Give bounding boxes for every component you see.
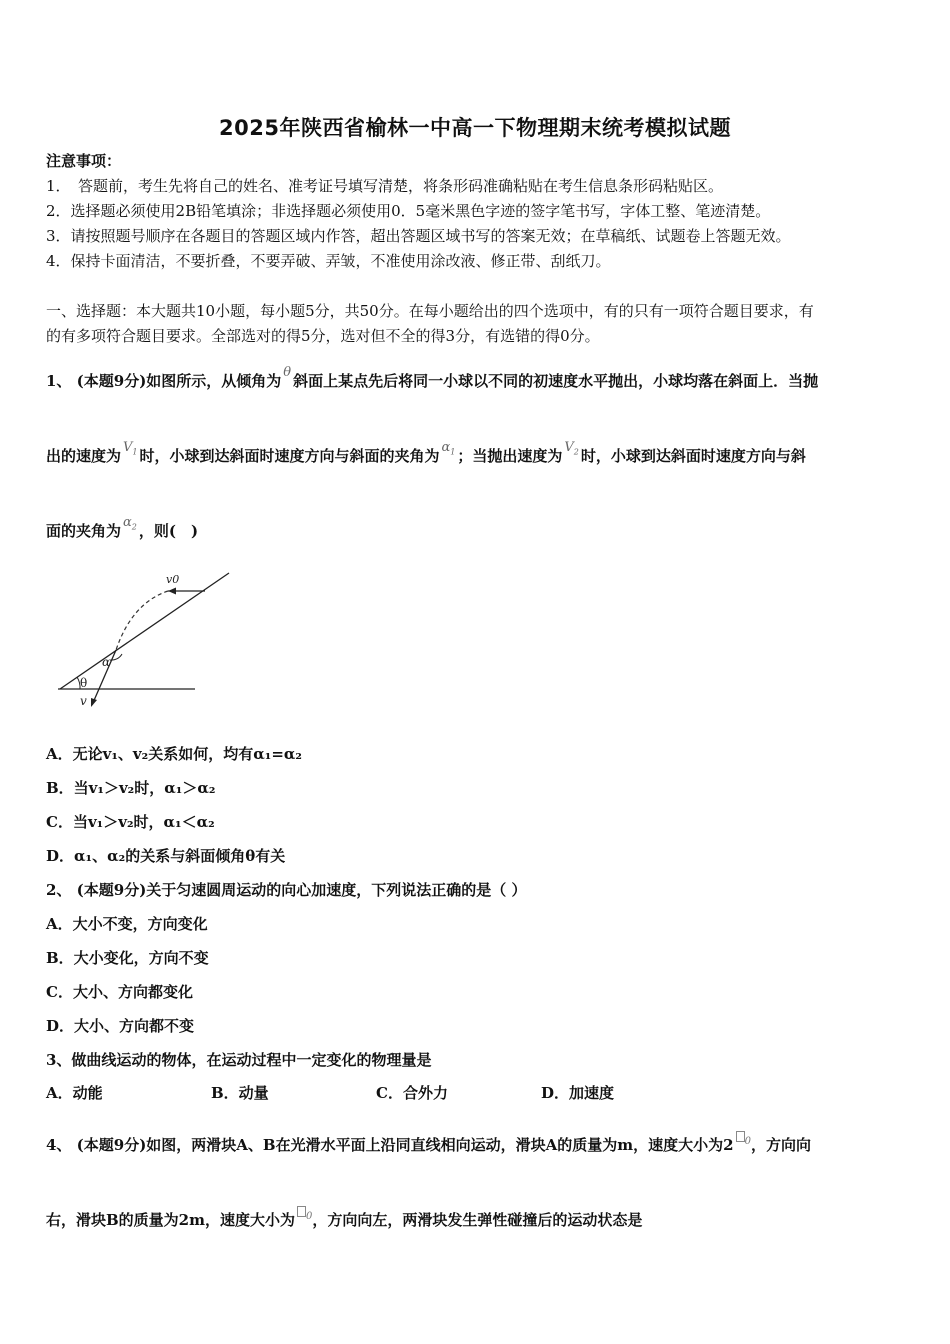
q2-option-a[interactable]: A．大小不变，方向变化 — [46, 915, 208, 933]
q1-stem-line1 — [46, 362, 818, 392]
theta-symbol: θ — [283, 365, 292, 380]
arrow-head — [168, 588, 176, 595]
note-item: 4．保持卡面清洁，不要折叠，不要弄破、弄皱，不准使用涂改液、修正带、刮纸刀。 — [46, 252, 611, 270]
subscript: 2 — [573, 447, 579, 457]
q1-text: ；当抛出速度为 — [457, 447, 563, 465]
q4-text: 4、 (本题9分)如图，两滑块A、B在光滑水平面上沿同直线相向运动，滑块A的质量为m，速度大小为2 — [46, 1136, 734, 1154]
q1-stem-line3 — [46, 512, 198, 542]
subscript: 1 — [450, 447, 456, 457]
q1-stem-line2 — [46, 437, 806, 467]
v-label: v — [80, 694, 87, 708]
q1-text: 时，小球到达斜面时速度方向与斜面的夹角为 — [139, 447, 440, 465]
q2-option-b[interactable]: B．大小变化，方向不变 — [46, 949, 209, 967]
subscript: 2 — [131, 522, 137, 532]
q1-text: 出的速度为 — [46, 447, 122, 465]
q4-text: ，方向向 — [750, 1136, 811, 1154]
v1-symbol — [123, 437, 137, 464]
q4-text: ，方向向左，两滑块发生弹性碰撞后的运动状态是 — [312, 1211, 643, 1229]
q4-text: 右，滑块B的质量为2m，速度大小为 — [46, 1211, 295, 1229]
missing-glyph-icon — [297, 1206, 306, 1217]
v-letter: V — [123, 440, 133, 455]
q1-text: 时，小球到达斜面时速度方向与斜 — [580, 447, 806, 465]
q4-stem-line2 — [46, 1206, 642, 1231]
v0-subscript: 0 — [744, 1136, 751, 1147]
q4-stem-line1 — [46, 1131, 811, 1156]
q1-option-a[interactable]: A．无论v₁、v₂关系如何，均有α₁=α₂ — [46, 745, 303, 763]
q3-option-b[interactable]: B．动量 — [211, 1084, 269, 1102]
theta-label: θ — [80, 676, 88, 690]
q1-option-b[interactable]: B．当v₁＞v₂时，α₁＞α₂ — [46, 779, 216, 797]
q1-option-d[interactable]: D．α₁、α₂的关系与斜面倾角θ有关 — [46, 847, 286, 865]
q3-options-row — [46, 1082, 906, 1104]
q3-option-d[interactable]: D．加速度 — [541, 1084, 615, 1102]
section-instructions-line: 一、选择题：本大题共10小题，每小题5分，共50分。在每小题给出的四个选项中，有的只有一项符合题目要求，有 — [46, 302, 814, 320]
note-item: 3．请按照题号顺序在各题目的答题区域内作答，超出答题区域书写的答案无效；在草稿纸、试题卷上答题无效。 — [46, 227, 791, 245]
q1-text: 1、 (本题9分)如图所示，从倾角为 — [46, 372, 282, 390]
q1-text: 斜面上某点先后将同一小球以不同的初速度水平抛出，小球均落在斜面上．当抛 — [293, 372, 819, 390]
q1-option-c[interactable]: C．当v₁＞v₂时，α₁＜α₂ — [46, 813, 215, 831]
v0-label: v0 — [166, 573, 180, 586]
page-title: 2025年陕西省榆林一中高一下物理期末统考模拟试题 — [219, 116, 731, 140]
missing-glyph-icon — [736, 1131, 745, 1142]
q1-incline-figure — [50, 568, 240, 714]
note-item: 1． 答题前，考生先将自己的姓名、准考证号填写清楚，将条形码准确粘贴在考生信息条形码粘贴区。 — [46, 177, 724, 195]
q2-option-d[interactable]: D．大小、方向都不变 — [46, 1017, 195, 1035]
v0-subscript: 0 — [306, 1211, 313, 1222]
alpha-letter: α — [123, 515, 132, 530]
q1-text: ，则( ) — [138, 522, 199, 540]
q3-stem: 3、做曲线运动的物体，在运动过程中一定变化的物理量是 — [46, 1051, 432, 1069]
note-item: 2．选择题必须使用2B铅笔填涂；非选择题必须使用0．5毫米黑色字迹的签字笔书写，字体工整、笔迹清楚。 — [46, 202, 771, 220]
q1-text: 面的夹角为 — [46, 522, 122, 540]
q2-option-c[interactable]: C．大小、方向都变化 — [46, 983, 193, 1001]
section-instructions-line: 的有多项符合题目要求。全部选对的得5分，选对但不全的得3分，有选错的得0分。 — [46, 327, 600, 345]
alpha-label: α — [102, 655, 111, 669]
alpha-letter: α — [441, 440, 451, 455]
notes-heading: 注意事项： — [46, 152, 122, 170]
alpha1-symbol — [442, 437, 456, 464]
arrow-head — [91, 698, 97, 707]
q3-option-a[interactable]: A．动能 — [46, 1084, 103, 1102]
subscript: 1 — [132, 447, 138, 457]
v-letter: V — [564, 440, 574, 455]
q3-option-c[interactable]: C．合外力 — [376, 1084, 448, 1102]
q2-stem: 2、 (本题9分)关于匀速圆周运动的向心加速度，下列说法正确的是（ ） — [46, 881, 527, 899]
v2-symbol — [564, 437, 578, 464]
alpha2-symbol — [123, 512, 137, 539]
